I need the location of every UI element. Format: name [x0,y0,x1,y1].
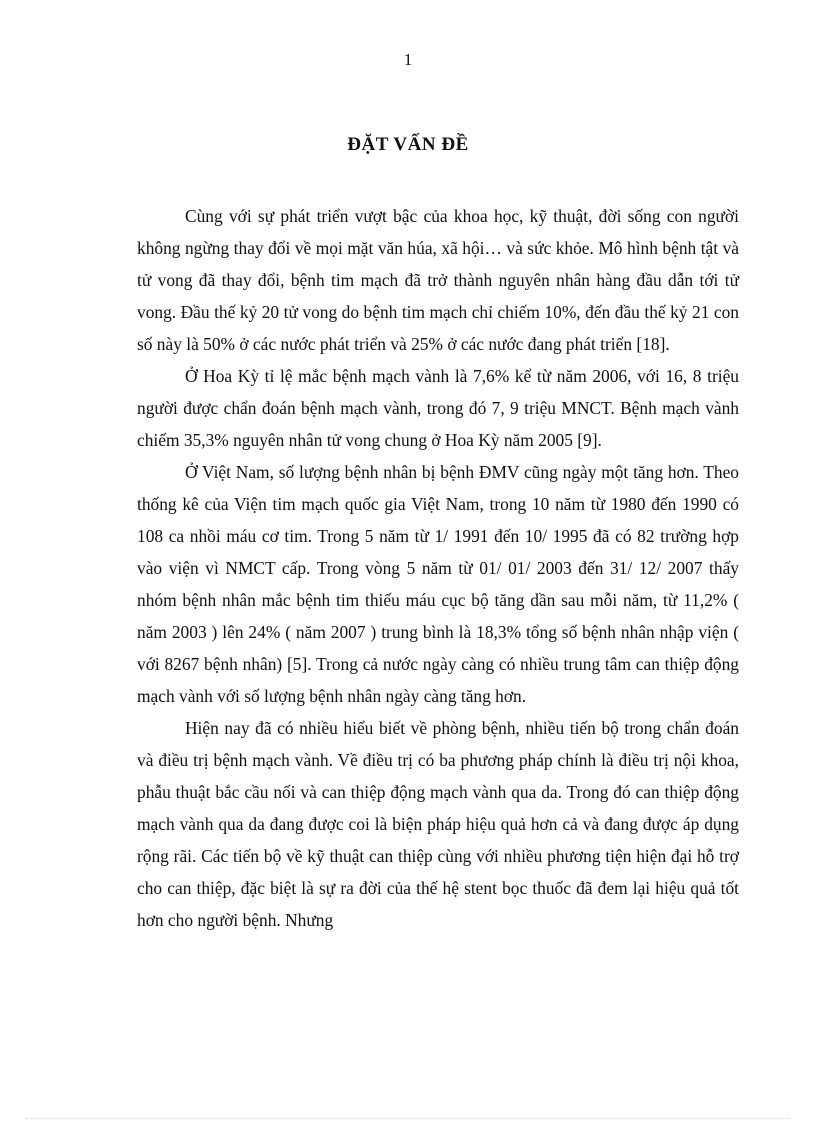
document-body [137,200,739,936]
paragraph-us-statistics: Ở Hoa Kỳ tỉ lệ mắc bệnh mạch vành là 7,6% kể từ năm 2006, với 16, 8 triệu người được chẩn đoán bệnh mạch vành, trong đó 7, 9 triệu MNCT. Bệnh mạch vành chiếm 35,3% nguyên nhân tử vong chung ở Hoa Kỳ năm 2005 [9]. [137,366,739,450]
page-title: ĐẶT VẤN ĐỀ [347,134,469,155]
paragraph-vietnam-statistics: Ở Việt Nam, số lượng bệnh nhân bị bệnh ĐMV cũng ngày một tăng hơn. Theo thống kê của Viện tim mạch quốc gia Việt Nam, trong 10 năm từ 1980 đến 1990 có 108 ca nhồi máu cơ tim. Trong 5 năm từ 1/ 1991 đến 10/ 1995 đã có 82 trường hợp vào viện vì NMCT cấp. Trong vòng 5 năm từ 01/ 01/ 2003 đến 31/ 12/ 2007 thấy nhóm bệnh nhân mắc bệnh tim thiếu máu cục bộ tăng dần sau mỗi năm, từ 11,2% ( năm 2003 ) lên 24% ( năm 2007 ) trung bình là 18,3% tổng số bệnh nhân nhập viện ( với 8267 bệnh nhân) [5]. Trong cả nước ngày càng có nhiều trung tâm can thiệp động mạch vành với số lượng bệnh nhân ngày càng tăng hơn. [137,462,739,706]
paragraph-intro: Cùng với sự phát triển vượt bậc của khoa học, kỹ thuật, đời sống con người không ngừng thay đổi về mọi mặt văn húa, xã hội… và sức khỏe. Mô hình bệnh tật và tử vong đã thay đổi, bệnh tim mạch đã trở thành nguyên nhân hàng đầu dẫn tới tử vong. Đầu thế kỷ 20 tử vong do bệnh tim mạch chỉ chiếm 10%, đến đầu thế kỷ 21 con số này là 50% ở các nước phát triển và 25% ở các nước đang phát triển [18]. [137,206,739,354]
paragraph-treatment: Hiện nay đã có nhiều hiểu biết về phòng bệnh, nhiều tiến bộ trong chẩn đoán và điều trị bệnh mạch vành. Về điều trị có ba phương pháp chính là điều trị nội khoa, phẫu thuật bắc cầu nối và can thiệp động mạch vành qua da. Trong đó can thiệp động mạch vành qua da đang được coi là biện pháp hiệu quả hơn cả và đang được áp dụng rộng rãi. Các tiến bộ về kỹ thuật can thiệp cùng với nhiều phương tiện hiện đại hỗ trợ cho can thiệp, đặc biệt là sự ra đời của thế hệ stent bọc thuốc đã đem lại hiệu quả tốt hơn cho người bệnh. Nhưng [137,718,739,930]
page-bottom-divider [26,1118,790,1119]
page-number: 1 [403,50,413,69]
